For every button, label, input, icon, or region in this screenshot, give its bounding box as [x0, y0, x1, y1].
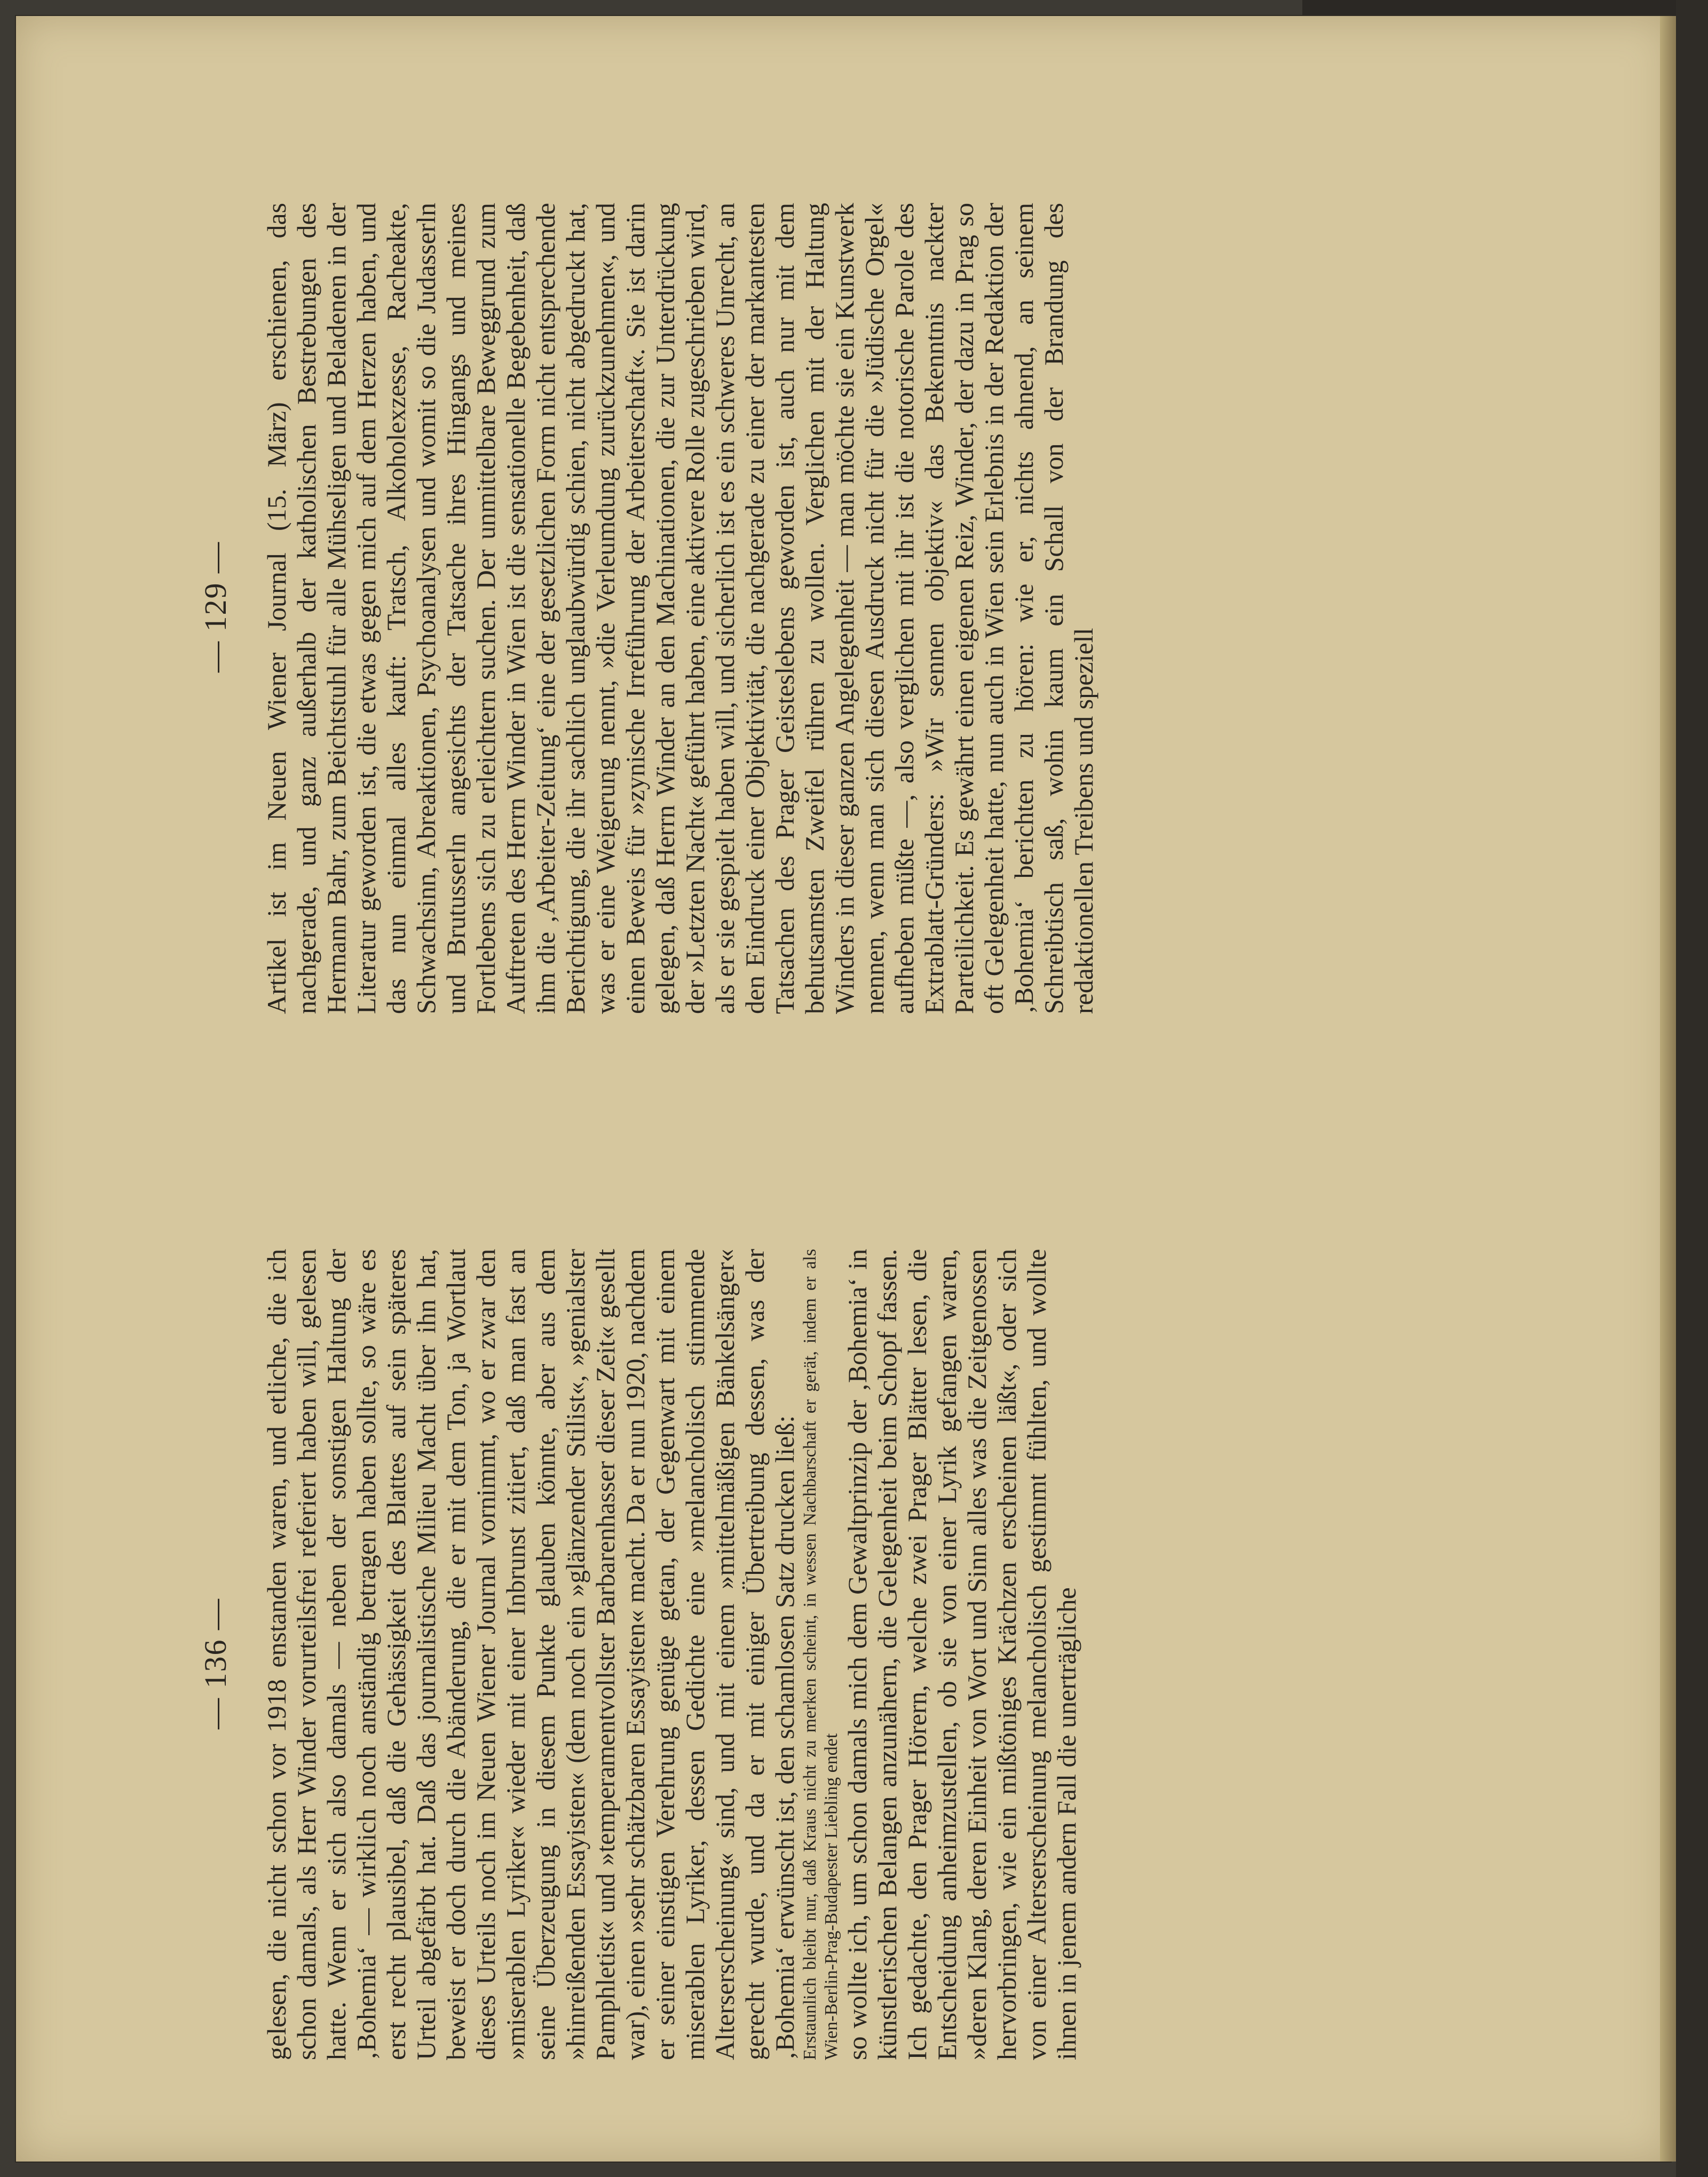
page-number-left: — 136 — [198, 1598, 233, 1729]
paragraph: Artikel ist im Neuen Wiener Journal (15. März) erschienen, das nachgerade, und ganz außerhalb der katholischen Bestrebungen des Hermann Bahr, zum Beichtstuhl für alle Mühseligen und Beladenen in der Literatur geworden ist, die etwas gegen mich auf dem Herzen haben, und das nun einmal alles kauft: Tratsch, Alkoholexzesse, Racheakte, Schwachsinn, Abreaktionen, Psychoanalysen und womit so die Judasserln und Brutusserln angesichts der Tatsache ihres Hingangs und meines Fortlebens sich zu erleichtern suchen. Der unmittelbare Beweggrund zum Auftreten des Herrn Winder in Wien ist die sensationelle Begebenheit, daß ihm die ‚Arbeiter-Zeitung‘ eine der gesetzlichen Form nicht entsprechende Berichtigung, die ihr sachlich unglaubwürdig schien, nicht abgedruckt hat, was er eine Weigerung nennt, »die Verleumdung zurückzunehmen«, und einen Beweis für »zynische Irreführung der Arbeiterschaft«. Sie ist darin gelegen, daß Herrn Winder an den Machinationen, die zur Unterdrückung der »Letzten Nacht« geführt haben, eine aktivere Rolle zugeschrieben wird, als er sie gespielt haben will, und sicherlich ist es ein schweres Unrecht, an den Eindruck einer Objektivität, die nachgerade zu einer der markantesten Tatsachen des Prager Geisteslebens geworden ist, auch nur mit dem behutsamsten Zweifel rühren zu wollen. Verglichen mit der Haltung Winders in dieser ganzen Angelegenheit — man möchte sie ein Kunstwerk nennen, wenn man sich diesen Ausdruck nicht für die »Jüdische Orgel« aufheben müßte —, also verglichen mit ihr ist die notorische Parole des Extrablatt-Gründers: »Wir sennen objektiv« das Bekenntnis nackter Parteilichkeit. Es gewährt einen eigenen Reiz, Winder, der dazu in Prag so oft Gelegenheit hatte, nun auch in Wien sein Erlebnis in der Redaktion der ‚Bohemia‘ berichten zu hören: wie er, nichts ahnend, an seinem Schreibtisch saß, wohin kaum ein Schall von der Brandung des redaktionellen Treibens und speziell [262, 203, 1098, 1014]
page-column-right [262, 203, 1098, 1014]
rotated-page-area [197, 139, 1489, 2060]
paragraph: gelesen, die nicht schon vor 1918 enstanden waren, und etliche, die ich schon damals, als Herr Winder vorurteilsfrei referiert haben will, gelesen hatte. Wenn er sich also damals — neben der sonstigen Haltung der ‚Bohemia‘ — wirklich noch anständig betragen haben sollte, so wäre es erst recht plausibel, daß die Gehässigkeit des Blattes auf sein späteres Urteil abgefärbt hat. Daß das journalistische Milieu Macht über ihn hat, beweist er doch durch die Abänderung, die er mit dem Ton, ja Wortlaut dieses Urteils noch im Neuen Wiener Journal vornimmt, wo er zwar den »miserablen Lyriker« wieder mit einer Inbrunst zitiert, daß man fast an seine Überzeugung in diesem Punkte glauben könnte, aber aus dem »hinreißenden Essayisten« (dem noch ein »glänzender Stilist«, »genialster Pamphletist« und »temperamentvollster Barbarenhasser dieser Zeit« gesellt war), einen »sehr schätzbaren Essayisten« macht. Da er nun 1920, nachdem er seiner einstigen Verehrung genüge getan, der Gegenwart mit einem miserablen Lyriker, dessen Gedichte eine »melancholisch stimmende Alterserscheinung« sind, und mit einem »mittelmäßigen Bänkelsänger« gerecht wurde, und da er mit einiger Übertreibung dessen, was der ‚Bohemia‘ erwünscht ist, den schamlosen Satz drucken ließ: [262, 1249, 800, 2060]
page-column-left [262, 1249, 1081, 2060]
rotated-text-block [197, 139, 1489, 2060]
footnote: Erstaunlich bleibt nur, daß Kraus nicht zu merken scheint, in wessen Nachbarschaft er gerät, indem er als Wien-Berlin-Prag-Budapester Liebling endet [800, 1249, 841, 2060]
page-number-right: — 129 — [198, 541, 233, 672]
paragraph: so wollte ich, um schon damals mich dem Gewaltprinzip der ‚Bohemia‘ in künstlerischen Belangen anzunähern, die Gelegenheit beim Schopf fassen. Ich gedachte, den Prager Hörern, welche zwei Prager Blätter lesen, die Entscheidung anheimzustellen, ob sie von einer Lyrik gefangen waren, »deren Klang, deren Einheit von Wort und Sinn alles was die Zeitgenossen hervorbringen, wie ein mißtöniges Krächzen erscheinen läßt«, oder sich von einer Alterserscheinung melancholisch gestimmt fühlten, und wollte ihnen in jenem andern Fall die unerträgliche [842, 1249, 1081, 2060]
binding-right [1676, 0, 1708, 2177]
